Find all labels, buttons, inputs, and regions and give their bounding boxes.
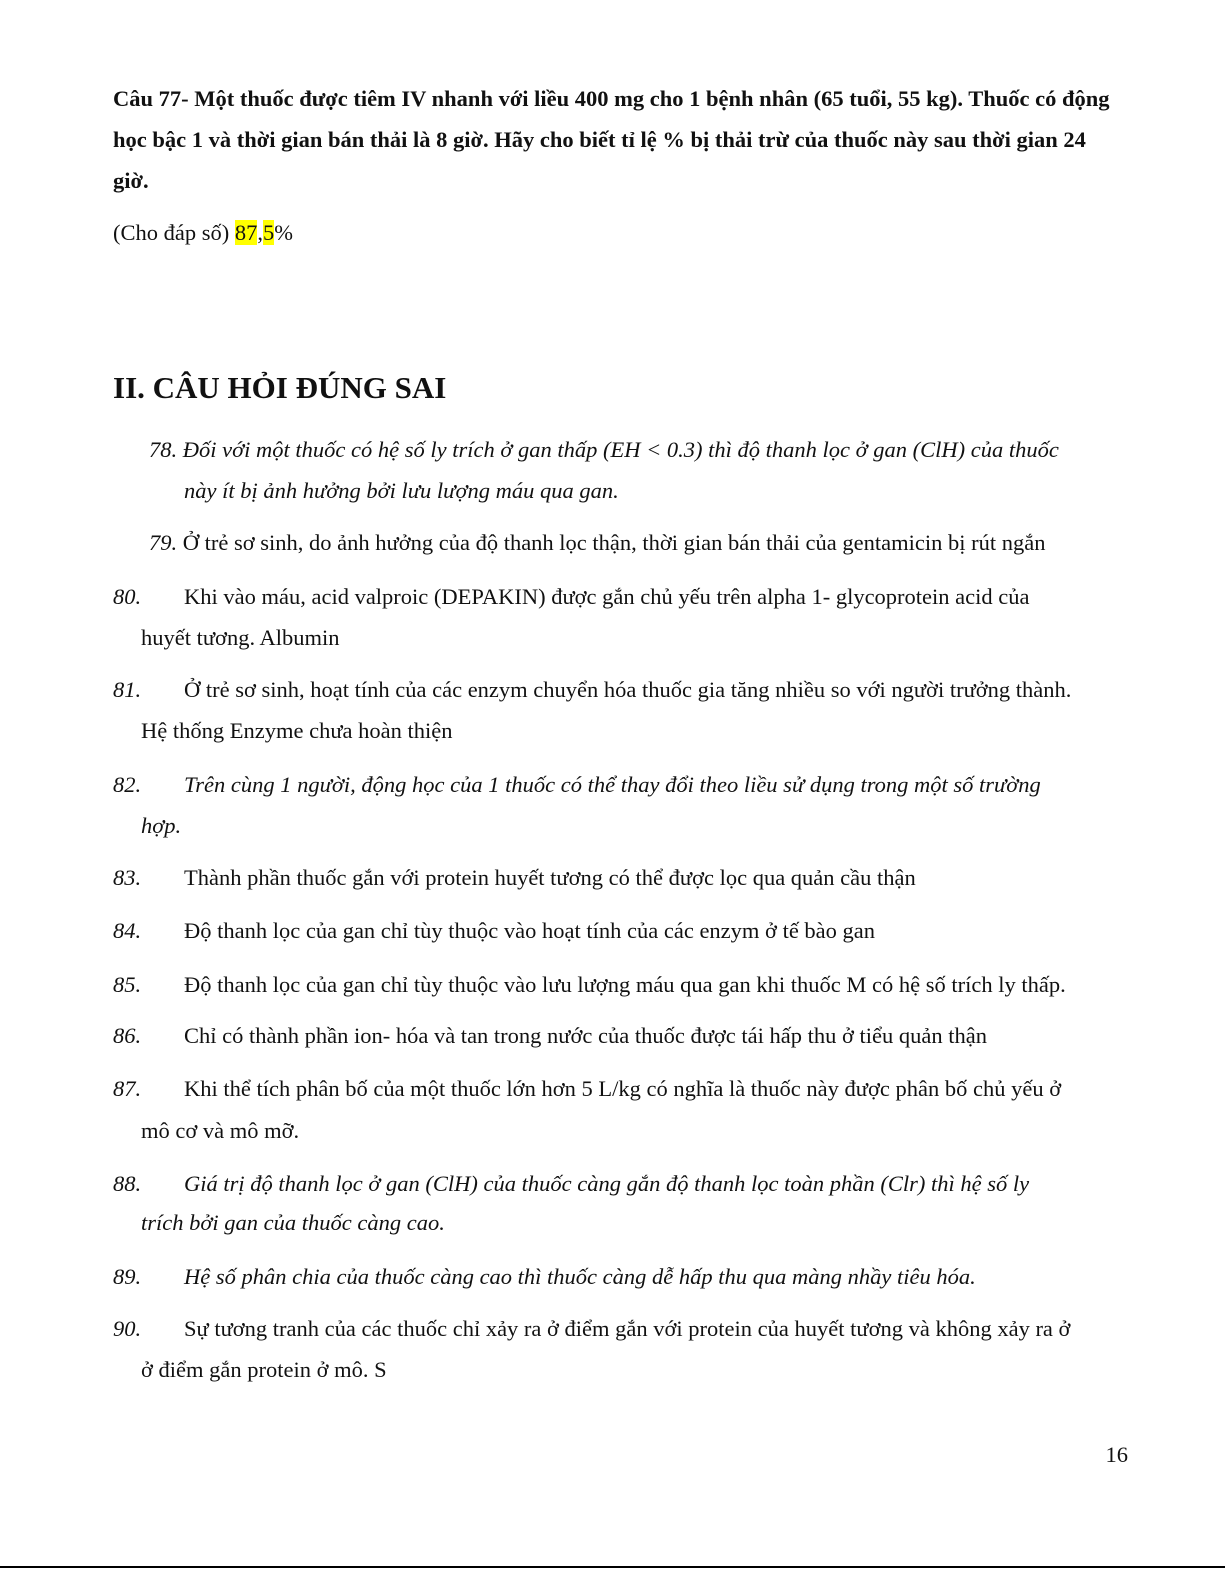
item-90-line2: ở điểm gắn protein ở mô. S <box>141 1357 387 1382</box>
item-81-number: 81. <box>113 677 142 702</box>
item-88-line2: trích bởi gan của thuốc càng cao. <box>141 1210 445 1235</box>
item-87-number: 87. <box>113 1076 142 1101</box>
item-86-line1: Chỉ có thành phần ion- hóa và tan trong nước của thuốc được tái hấp thu ở tiểu quản thận <box>184 1023 988 1048</box>
item-89-number: 89. <box>113 1264 142 1289</box>
item-85-line1: Độ thanh lọc của gan chỉ tùy thuộc vào lưu lượng máu qua gan khi thuốc M có hệ số trích ly thấp. <box>184 972 1066 997</box>
item-81-line1: Ở trẻ sơ sinh, hoạt tính của các enzym chuyển hóa thuốc gia tăng nhiều so với người trưởng thành. <box>184 677 1072 702</box>
item-82-line1: Trên cùng 1 người, động học của 1 thuốc có thể thay đổi theo liều sử dụng trong một số trường <box>184 772 1041 797</box>
item-90-line1: Sự tương tranh của các thuốc chỉ xảy ra ở điểm gắn với protein của huyết tương và không xảy ra ở <box>184 1316 1071 1341</box>
item-90-number: 90. <box>113 1316 142 1341</box>
item-80-line1: Khi vào máu, acid valproic (DEPAKIN) được gắn chủ yếu trên alpha 1- glycoprotein acid của <box>184 584 1030 609</box>
item-87-line2: mô cơ và mô mỡ. <box>141 1118 300 1143</box>
item-86-number: 86. <box>113 1023 142 1048</box>
item-number: 78. <box>149 437 178 462</box>
answer-highlight-b: 5 <box>263 220 275 245</box>
item-83-line1: Thành phần thuốc gắn với protein huyết tương có thể được lọc qua quản cầu thận <box>184 865 916 890</box>
item-81-line2: Hệ thống Enzyme chưa hoàn thiện <box>141 718 453 743</box>
answer-highlight-a: 87 <box>234 220 258 245</box>
item-85-number: 85. <box>113 972 142 997</box>
item-84-number: 84. <box>113 918 142 943</box>
answer-suffix: % <box>274 220 293 245</box>
page-number: 16 <box>1105 1442 1128 1467</box>
item-88-number: 88. <box>113 1171 142 1196</box>
item-87-line1: Khi thể tích phân bố của một thuốc lớn hơn 5 L/kg có nghĩa là thuốc này được phân bố chủ yếu ở <box>184 1076 1062 1101</box>
question-77-answer <box>113 212 293 253</box>
item-83-number: 83. <box>113 865 142 890</box>
section-title: II. CÂU HỎI ĐÚNG SAI <box>113 370 447 405</box>
question-77: Câu 77- Một thuốc được tiêm IV nhanh với liều 400 mg cho 1 bệnh nhân (65 tuổi, 55 kg). Thuốc có động học bậc 1 và thời gian bán thải là 8 giờ. Hãy cho biết tỉ lệ % bị thải trừ của thuốc này sau thời gian 24 giờ. <box>113 86 1110 193</box>
page-bottom-border <box>0 1566 1225 1568</box>
item-number: 79. <box>149 530 178 555</box>
item-80-number: 80. <box>113 584 142 609</box>
item-78-line1 <box>149 429 1059 470</box>
item-text: Đối với một thuốc có hệ số ly trích ở gan thấp (EH < 0.3) thì độ thanh lọc ở gan (ClH) của thuốc <box>182 437 1059 462</box>
item-80-line2: huyết tương. Albumin <box>141 625 340 650</box>
answer-separator: , <box>257 220 263 245</box>
item-79-line1 <box>149 522 1045 563</box>
item-89-line1: Hệ số phân chia của thuốc càng cao thì thuốc càng dễ hấp thu qua màng nhầy tiêu hóa. <box>184 1264 976 1289</box>
item-82-number: 82. <box>113 772 142 797</box>
item-84-line1: Độ thanh lọc của gan chỉ tùy thuộc vào hoạt tính của các enzym ở tế bào gan <box>184 918 876 943</box>
item-78-line2: này ít bị ảnh hưởng bởi lưu lượng máu qua gan. <box>184 478 619 503</box>
item-text: Ở trẻ sơ sinh, do ảnh hưởng của độ thanh lọc thận, thời gian bán thải của gentamicin bị rút ngắn <box>182 530 1046 555</box>
item-82-line2: hợp. <box>141 813 182 838</box>
item-88-line1: Giá trị độ thanh lọc ở gan (ClH) của thuốc càng gắn độ thanh lọc toàn phần (Clr) thì hệ số ly <box>184 1171 1030 1196</box>
answer-prefix: (Cho đáp số) <box>113 220 235 245</box>
